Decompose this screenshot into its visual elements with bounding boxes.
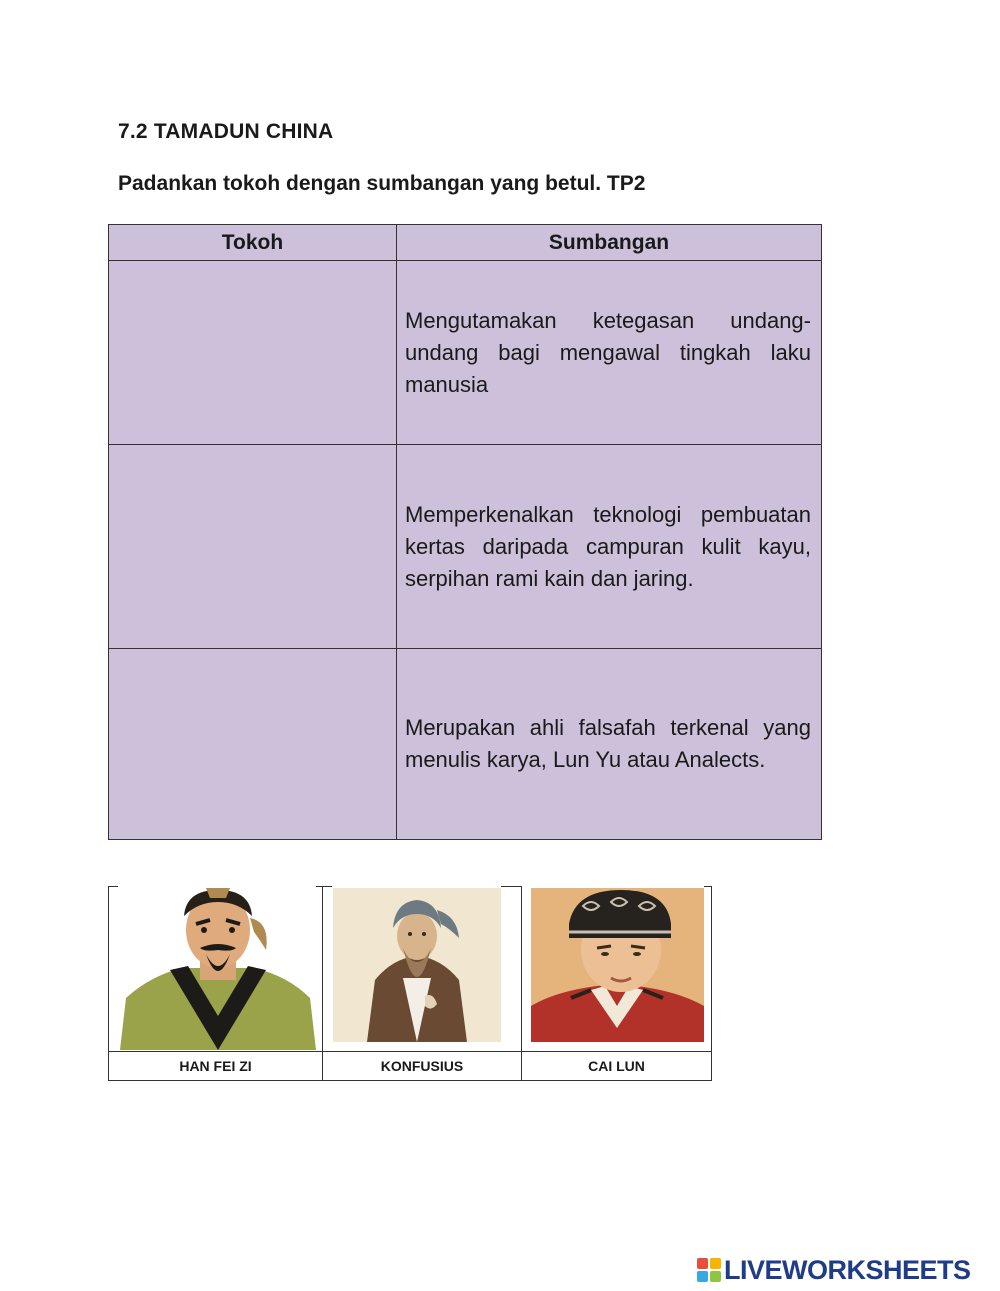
logo-blocks-icon	[697, 1258, 721, 1282]
logo-block-green	[710, 1271, 721, 1282]
sumbangan-text-1: Mengutamakan ketegasan undang-undang bagi mengawal tingkah laku manusia	[397, 261, 822, 445]
label-han-fei-zi[interactable]: HAN FEI ZI	[179, 1058, 252, 1074]
label-konfusius[interactable]: KONFUSIUS	[380, 1058, 464, 1074]
sumbangan-text-3: Merupakan ahli falsafah terkenal yang menulis karya, Lun Yu atau Analects.	[397, 649, 822, 840]
sumbangan-text-2: Memperkenalkan teknologi pembuatan kertas daripada campuran kulit kayu, serpihan rami kain dan jaring.	[397, 445, 822, 649]
table-row	[109, 445, 822, 649]
logo-block-yellow	[710, 1258, 721, 1269]
header-sumbangan: Sumbangan	[397, 225, 822, 261]
liveworksheets-logo	[697, 1256, 971, 1284]
tokoh-drop-slot-3[interactable]	[109, 649, 397, 840]
header-tokoh: Tokoh	[109, 225, 397, 261]
han-fei-zi-portrait[interactable]	[120, 888, 316, 1050]
section-heading: 7.2 TAMADUN CHINA	[118, 120, 334, 143]
logo-block-red	[697, 1258, 708, 1269]
logo-block-blue	[697, 1271, 708, 1282]
tokoh-drop-slot-2[interactable]	[109, 445, 397, 649]
konfusius-portrait[interactable]	[333, 888, 501, 1042]
label-cai-lun[interactable]: CAI LUN	[588, 1058, 645, 1074]
table-row	[109, 649, 822, 840]
figure-choices	[108, 886, 712, 1081]
logo-text: LIVEWORKSHEETS	[724, 1254, 971, 1285]
instruction-text: Padankan tokoh dengan sumbangan yang betul. TP2	[118, 172, 646, 195]
cai-lun-portrait[interactable]	[531, 888, 704, 1042]
matching-table	[108, 224, 822, 840]
table-header-row	[109, 225, 822, 261]
tokoh-drop-slot-1[interactable]	[109, 261, 397, 445]
table-row	[109, 261, 822, 445]
